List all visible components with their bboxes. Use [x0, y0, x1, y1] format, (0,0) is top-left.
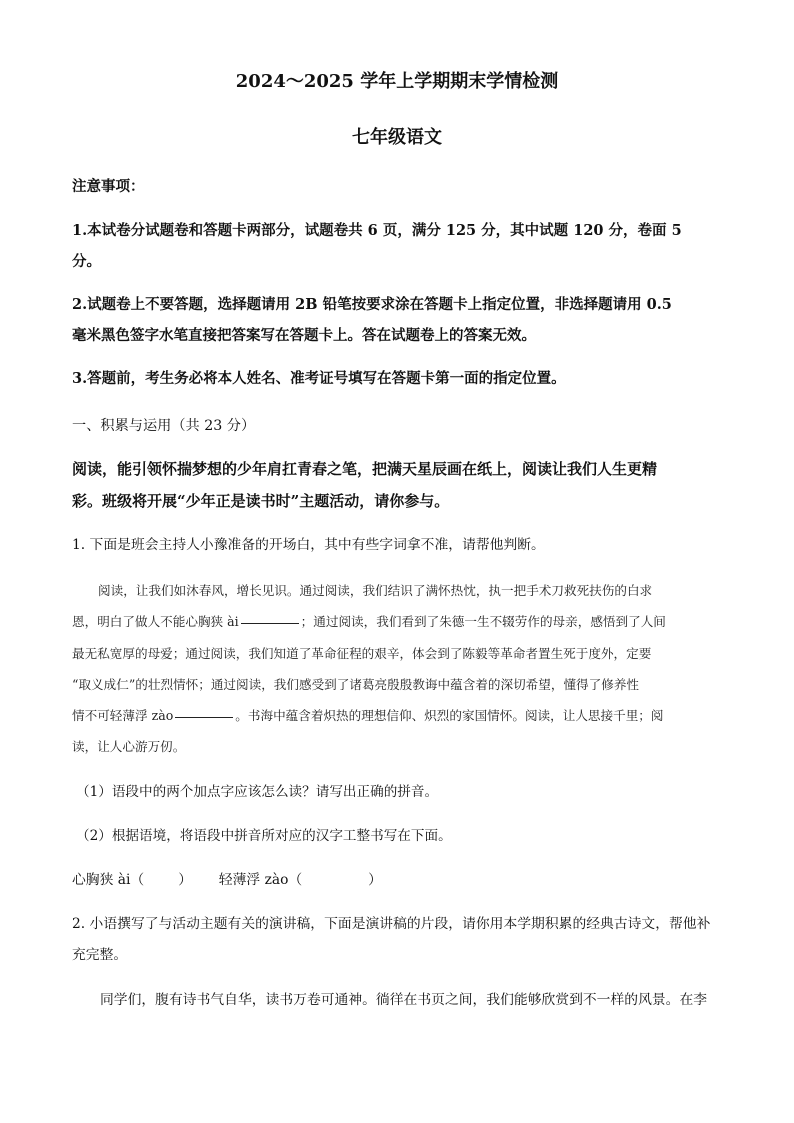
- question-1-passage-line-6: 读，让人心游万仞。: [72, 739, 186, 754]
- notice-item-1-line-2: 分。: [72, 253, 101, 270]
- section-1-intro-line-2: 彩。班级将开展“少年正是读书时”主题活动，请你参与。: [72, 492, 450, 510]
- question-1-passage-line-5: [72, 710, 663, 723]
- question-1-fill-row: [72, 874, 382, 888]
- question-1-passage-line-4: “取义成仁”的壮烈情怀；通过阅读，我们感受到了诸葛亮殷殷教诲中蕴含着的深切希望，懂得了修养性: [72, 677, 640, 692]
- question-1-stem: 1. 下面是班会主持人小豫准备的开场白，其中有些字词拿不准，请帮他判断。: [72, 537, 545, 553]
- notice-item-2-line-1: 2.试题卷上不要答题，选择题请用 2B 铅笔按要求涂在答题卡上指定位置，非选择题请用 0.5: [72, 296, 672, 313]
- passage-line-5-start: 情不可轻薄浮 zào: [72, 708, 174, 723]
- question-1-subquestion-2: （2）根据语境，将语段中拼音所对应的汉字工整书写在下面。: [76, 828, 452, 844]
- answer-blank-zao[interactable]: [175, 717, 233, 718]
- question-2-stem-line-1: 2. 小语撰写了与活动主题有关的演讲稿，下面是演讲稿的片段，请你用本学期积累的经典古诗文，帮他补: [72, 916, 711, 932]
- question-1-passage-line-1: 阅读，让我们如沐春风，增长见识。通过阅读，我们结识了满怀热忱，执一把手术刀救死扶伤的白求: [98, 583, 653, 598]
- notice-heading: 注意事项：: [72, 178, 145, 195]
- fill-item-1-close: ）: [178, 872, 193, 888]
- fill-item-2-close: ）: [368, 872, 382, 888]
- fill-item-1-label: 心胸狭 ài（: [72, 872, 145, 888]
- passage-line-2-end: ；通过阅读，我们看到了朱德一生不辍劳作的母亲，感悟到了人间: [300, 614, 666, 629]
- notice-item-2-line-2: 毫米黑色签字水笔直接把答案写在答题卡上。答在试题卷上的答案无效。: [72, 327, 536, 344]
- section-1-title: 一、积累与运用（共 23 分）: [72, 418, 256, 434]
- exam-title: 2024～2025 学年上学期期末学情检测: [235, 71, 559, 92]
- fill-item-2-label: 轻薄浮 zào（: [218, 872, 303, 888]
- section-1-intro-line-1: 阅读，能引领怀揣梦想的少年肩扛青春之笔，把满天星辰画在纸上，阅读让我们人生更精: [72, 460, 658, 478]
- question-2-passage-line-1: 同学们，腹有诗书气自华，读书万卷可通神。徜徉在书页之间，我们能够欣赏到不一样的风景。在李: [100, 992, 708, 1008]
- notice-item-3-line-1: 3.答题前，考生务必将本人姓名、准考证号填写在答题卡第一面的指定位置。: [72, 370, 566, 387]
- question-1-passage-line-2: [72, 616, 666, 629]
- question-1-subquestion-1: （1）语段中的两个加点字应该怎么读？请写出正确的拼音。: [76, 784, 439, 800]
- question-2-stem-line-2: 充完整。: [72, 947, 128, 963]
- question-1-passage-line-3: 最无私宽厚的母爱；通过阅读，我们知道了革命征程的艰辛，体会到了陈毅等革命者置生死于度外，定要: [72, 646, 652, 661]
- exam-subtitle: 七年级语文: [352, 127, 442, 148]
- passage-line-5-end: 。书海中蕴含着炽热的理想信仰、炽烈的家国情怀。阅读，让人思接千里；阅: [235, 708, 664, 723]
- answer-blank-ai[interactable]: [241, 623, 299, 624]
- notice-item-1-line-1: 1.本试卷分试题卷和答题卡两部分，试题卷共 6 页，满分 125 分，其中试题 120 分，卷面 5: [72, 222, 682, 239]
- passage-line-2-start: 恩，明白了做人不能心胸狭 ài: [72, 614, 239, 629]
